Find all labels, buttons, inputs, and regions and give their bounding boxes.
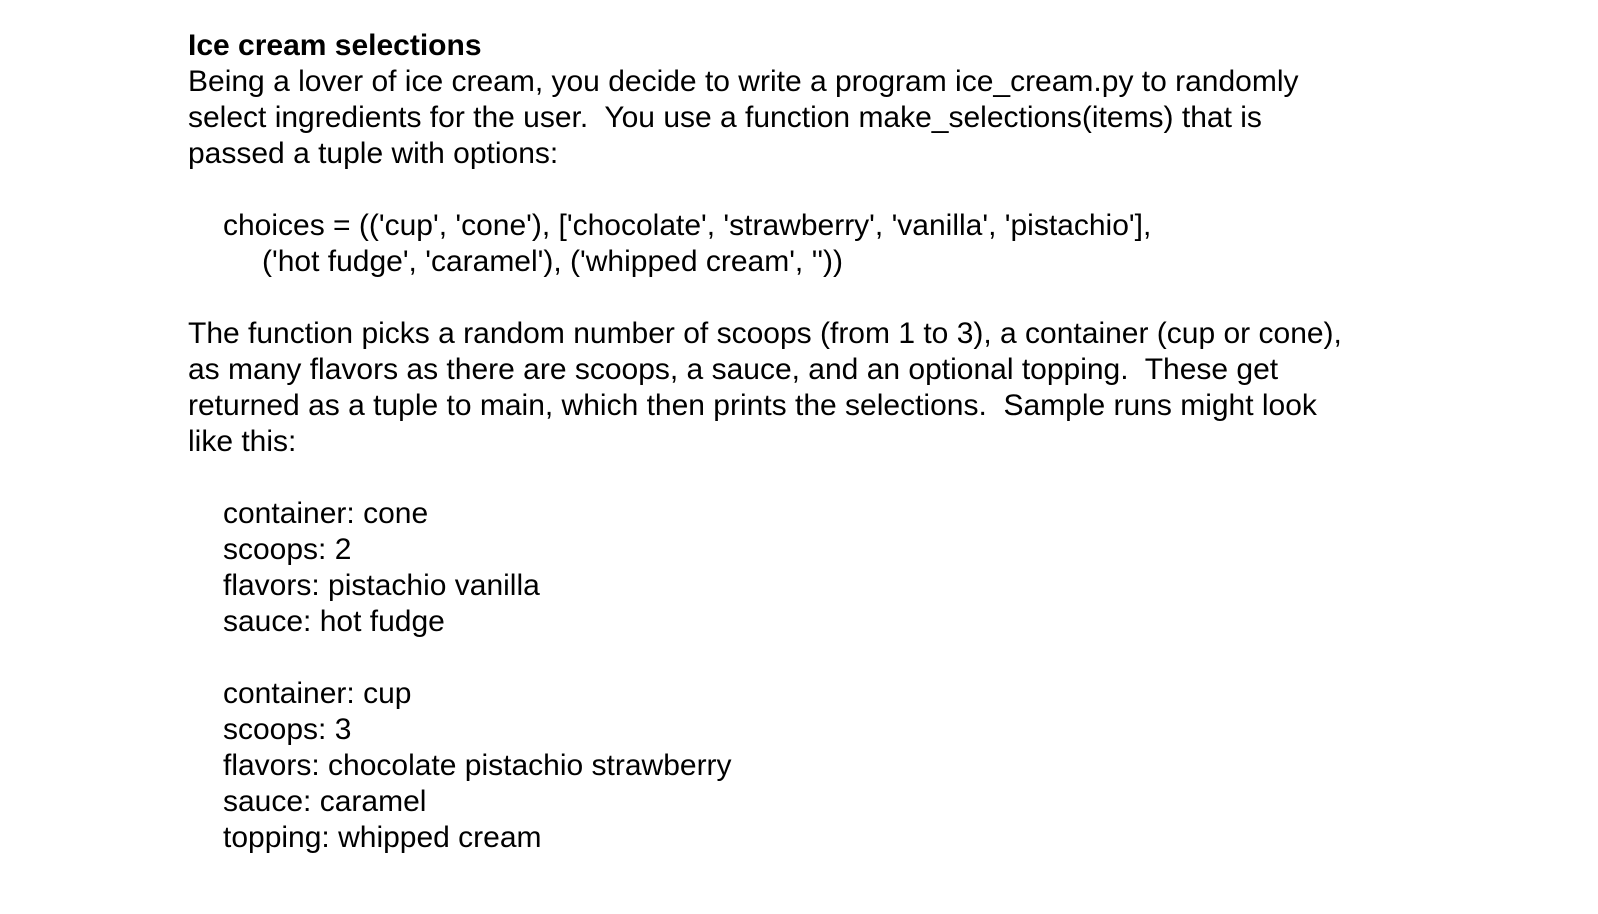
- code-line: choices = (('cup', 'cone'), ['chocolate', 'strawberry', 'vanilla', 'pistachio'],: [223, 209, 1152, 242]
- sample-output-line: scoops: 2: [223, 533, 352, 566]
- description-line: returned as a tuple to main, which then prints the selections. Sample runs might look: [188, 389, 1317, 422]
- sample-output-line: topping: whipped cream: [223, 821, 542, 854]
- sample-output-line: container: cup: [223, 677, 412, 710]
- description-line: The function picks a random number of scoops (from 1 to 3), a container (cup or cone),: [188, 317, 1342, 350]
- sample-output-line: flavors: pistachio vanilla: [223, 569, 540, 602]
- spacer: [188, 172, 1568, 208]
- sample-output-line: sauce: caramel: [223, 785, 427, 818]
- document: [188, 28, 1568, 856]
- description-paragraph: [188, 316, 1568, 460]
- sample-output-line: flavors: chocolate pistachio strawberry: [223, 749, 732, 782]
- intro-line: select ingredients for the user. You use a function make_selections(items) that is: [188, 101, 1262, 134]
- spacer: [188, 640, 1568, 676]
- spacer: [188, 280, 1568, 316]
- description-line: like this:: [188, 425, 297, 458]
- spacer: [188, 460, 1568, 496]
- sample-output-line: sauce: hot fudge: [223, 605, 445, 638]
- code-line-continued: ('hot fudge', 'caramel'), ('whipped cream', '')): [262, 245, 844, 278]
- intro-line: passed a tuple with options:: [188, 137, 559, 170]
- sample-output-line: container: cone: [223, 497, 429, 530]
- code-block: [188, 208, 1568, 280]
- section-title: Ice cream selections: [188, 29, 482, 62]
- sample-run-1: [188, 496, 1568, 640]
- sample-output-line: scoops: 3: [223, 713, 352, 746]
- description-line: as many flavors as there are scoops, a sauce, and an optional topping. These get: [188, 353, 1279, 386]
- sample-run-2: [188, 676, 1568, 856]
- intro-paragraph: [188, 64, 1568, 172]
- intro-line: Being a lover of ice cream, you decide to write a program ice_cream.py to randomly: [188, 65, 1299, 98]
